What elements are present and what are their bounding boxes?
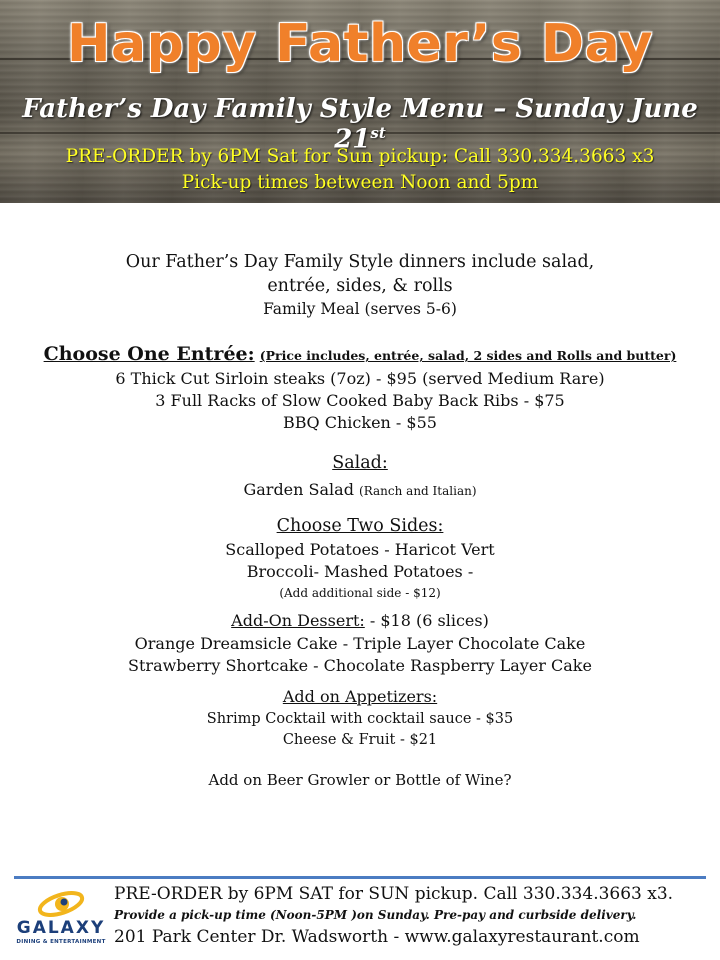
footer-preorder-line: PRE-ORDER by 6PM SAT for SUN pickup. Call 330.334.3663 x3. bbox=[114, 884, 674, 904]
dessert-line: Strawberry Shortcake - Chocolate Raspberry Layer Cake bbox=[128, 656, 592, 675]
logo-tagline: DINING & ENTERTAINMENT bbox=[16, 939, 106, 945]
subtitle-text: Father’s Day Family Style Menu – Sunday June 21 bbox=[22, 94, 698, 155]
footer-info bbox=[114, 882, 720, 950]
page-title: Happy Father’s Day bbox=[67, 14, 653, 74]
entree-item: 6 Thick Cut Sirloin steaks (7oz) - $95 (served Medium Rare) bbox=[115, 369, 605, 388]
entree-price-note: (Price includes, entrée, salad, 2 sides and Rolls and butter) bbox=[259, 348, 677, 363]
sides-line: Scalloped Potatoes - Haricot Vert bbox=[225, 540, 495, 559]
beer-wine-addon: Add on Beer Growler or Bottle of Wine? bbox=[208, 771, 512, 789]
dessert-line: Orange Dreamsicle Cake - Triple Layer Chocolate Cake bbox=[134, 634, 586, 653]
salad-item-row bbox=[0, 476, 720, 505]
dessert-heading: Add-On Dessert: bbox=[231, 611, 365, 630]
entree-item: BBQ Chicken - $55 bbox=[283, 413, 437, 432]
entree-item: 3 Full Racks of Slow Cooked Baby Back Ribs - $75 bbox=[155, 391, 565, 410]
pickup-times-line: Pick-up times between Noon and 5pm bbox=[181, 172, 539, 193]
appetizer-line: Cheese & Fruit - $21 bbox=[282, 732, 438, 748]
appetizers-heading: Add on Appetizers: bbox=[282, 687, 438, 706]
sides-heading: Choose Two Sides: bbox=[276, 516, 444, 536]
family-meal-line: Family Meal (serves 5-6) bbox=[263, 300, 457, 318]
footer-address-website: 201 Park Center Dr. Wadsworth - www.galaxyrestaurant.com bbox=[114, 927, 640, 947]
logo-wordmark: GALAXY bbox=[16, 918, 106, 938]
entree-heading-row bbox=[0, 342, 720, 368]
subtitle-superscript: st bbox=[370, 124, 386, 142]
sides-additional-note: (Add additional side - $12) bbox=[279, 586, 441, 600]
galaxy-logo bbox=[12, 888, 110, 950]
entree-heading: Choose One Entrée: bbox=[43, 343, 255, 365]
intro-line: entrée, sides, & rolls bbox=[267, 276, 453, 296]
intro-line: Our Father’s Day Family Style dinners include salad, bbox=[125, 252, 595, 272]
salad-item: Garden Salad bbox=[243, 480, 354, 499]
dessert-price: - $18 (6 slices) bbox=[364, 611, 489, 630]
appetizer-line: Shrimp Cocktail with cocktail sauce - $35 bbox=[206, 711, 514, 727]
dessert-heading-row bbox=[0, 609, 720, 633]
preorder-line: PRE-ORDER by 6PM Sat for Sun pickup: Call 330.334.3663 x3 bbox=[65, 146, 655, 167]
wood-header-banner bbox=[0, 0, 720, 203]
footer-pickup-note: Provide a pick-up time (Noon-5PM )on Sunday. Pre-pay and curbside delivery. bbox=[114, 908, 637, 922]
sides-line: Broccoli- Mashed Potatoes - bbox=[246, 562, 474, 581]
menu-content bbox=[0, 250, 720, 791]
salad-heading: Salad: bbox=[332, 453, 388, 473]
salad-dressing-note: (Ranch and Italian) bbox=[359, 484, 477, 498]
footer-divider bbox=[14, 876, 706, 879]
